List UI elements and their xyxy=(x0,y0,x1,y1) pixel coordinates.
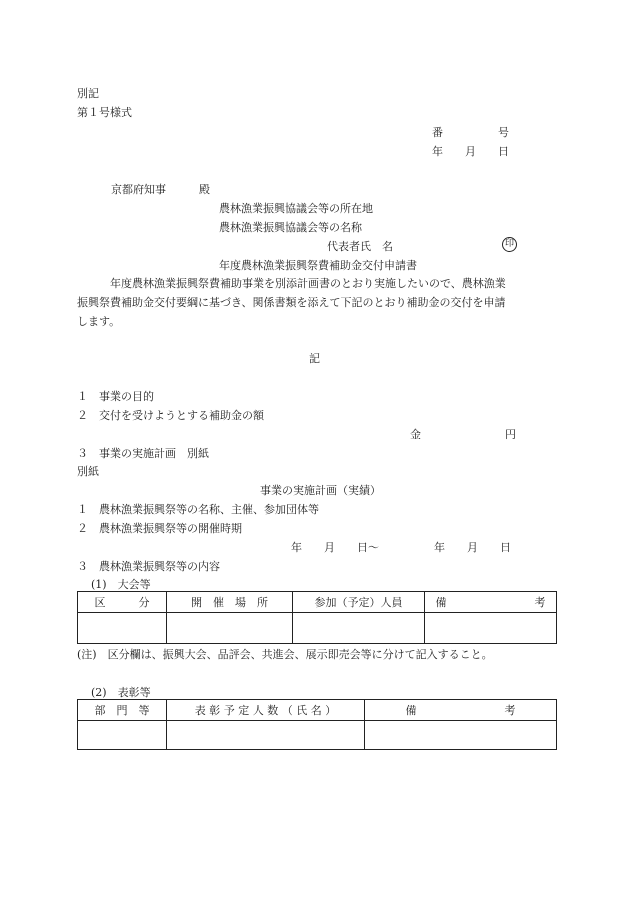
table-cell[interactable] xyxy=(167,613,293,644)
events-table xyxy=(77,591,557,644)
table-cell[interactable] xyxy=(78,613,167,644)
date-label: 年 月 日 xyxy=(432,145,509,158)
paragraph-line-1: 年度農林漁業振興祭費補助事業を別添計画書のとおり実施したいので、農林漁業 xyxy=(77,277,506,290)
attachment-item-3: ３ 農林漁業振興祭等の内容 xyxy=(77,560,220,573)
table-cell[interactable] xyxy=(167,721,365,750)
period-range: 年 月 日～ 年 月 日 xyxy=(291,541,511,554)
form-number: 第１号様式 xyxy=(77,106,132,119)
appendix-label: 別記 xyxy=(77,87,99,100)
table-header-row xyxy=(78,700,557,721)
item-3-plan: ３ 事業の実施計画 別紙 xyxy=(77,447,209,460)
table-cell[interactable] xyxy=(78,721,167,750)
ki-heading: 記 xyxy=(309,352,320,365)
applicant-name-label: 農林漁業振興協議会等の名称 xyxy=(219,221,362,234)
attachment-item-2: ２ 農林漁業振興祭等の開催時期 xyxy=(77,522,242,535)
table-header-cell: 備 考 xyxy=(425,592,557,613)
table-header-row xyxy=(78,592,557,613)
amount-label: 金 xyxy=(410,428,421,441)
document-title: 年度農林漁業振興祭費補助金交付申請書 xyxy=(219,259,417,272)
doc-number-label: 番 号 xyxy=(432,126,509,139)
section-2-label: (2) 表彰等 xyxy=(91,686,151,699)
table-header-cell: 部 門 等 xyxy=(78,700,167,721)
table-header-cell: 開 催 場 所 xyxy=(167,592,293,613)
table-cell[interactable] xyxy=(425,613,557,644)
awards-table xyxy=(77,699,557,750)
paragraph-line-2: 振興祭費補助金交付要綱に基づき、関係書類を添えて下記のとおり補助金の交付を申請 xyxy=(77,296,506,309)
representative-label: 代表者氏 名 xyxy=(327,240,393,253)
item-1-purpose: １ 事業の目的 xyxy=(77,390,154,403)
table-cell[interactable] xyxy=(365,721,557,750)
attachment-item-1: １ 農林漁業振興祭等の名称、主催、参加団体等 xyxy=(77,503,319,516)
attachment-label: 別紙 xyxy=(77,465,99,478)
table-note: (注) 区分欄は、振興大会、品評会、共進会、展示即売会等に分けて記入すること。 xyxy=(77,648,493,661)
table-header-cell: 区 分 xyxy=(78,592,167,613)
section-1-label: (1) 大会等 xyxy=(91,578,151,591)
seal-mark: 印 xyxy=(502,237,517,252)
addressee: 京都府知事 殿 xyxy=(111,183,210,196)
table-header-cell: 備 考 xyxy=(365,700,557,721)
table-header-cell: 参加（予定）人員 xyxy=(293,592,425,613)
applicant-address-label: 農林漁業振興協議会等の所在地 xyxy=(219,202,373,215)
table-row xyxy=(78,721,557,750)
table-row xyxy=(78,613,557,644)
table-cell[interactable] xyxy=(293,613,425,644)
yen-label: 円 xyxy=(505,428,516,441)
attachment-title: 事業の実施計画（実績） xyxy=(260,484,381,497)
item-2-amount: ２ 交付を受けようとする補助金の額 xyxy=(77,409,264,422)
paragraph-line-3: します。 xyxy=(77,315,121,328)
table-header-cell: 表 彰 予 定 人 数 （ 氏 名 ） xyxy=(167,700,365,721)
